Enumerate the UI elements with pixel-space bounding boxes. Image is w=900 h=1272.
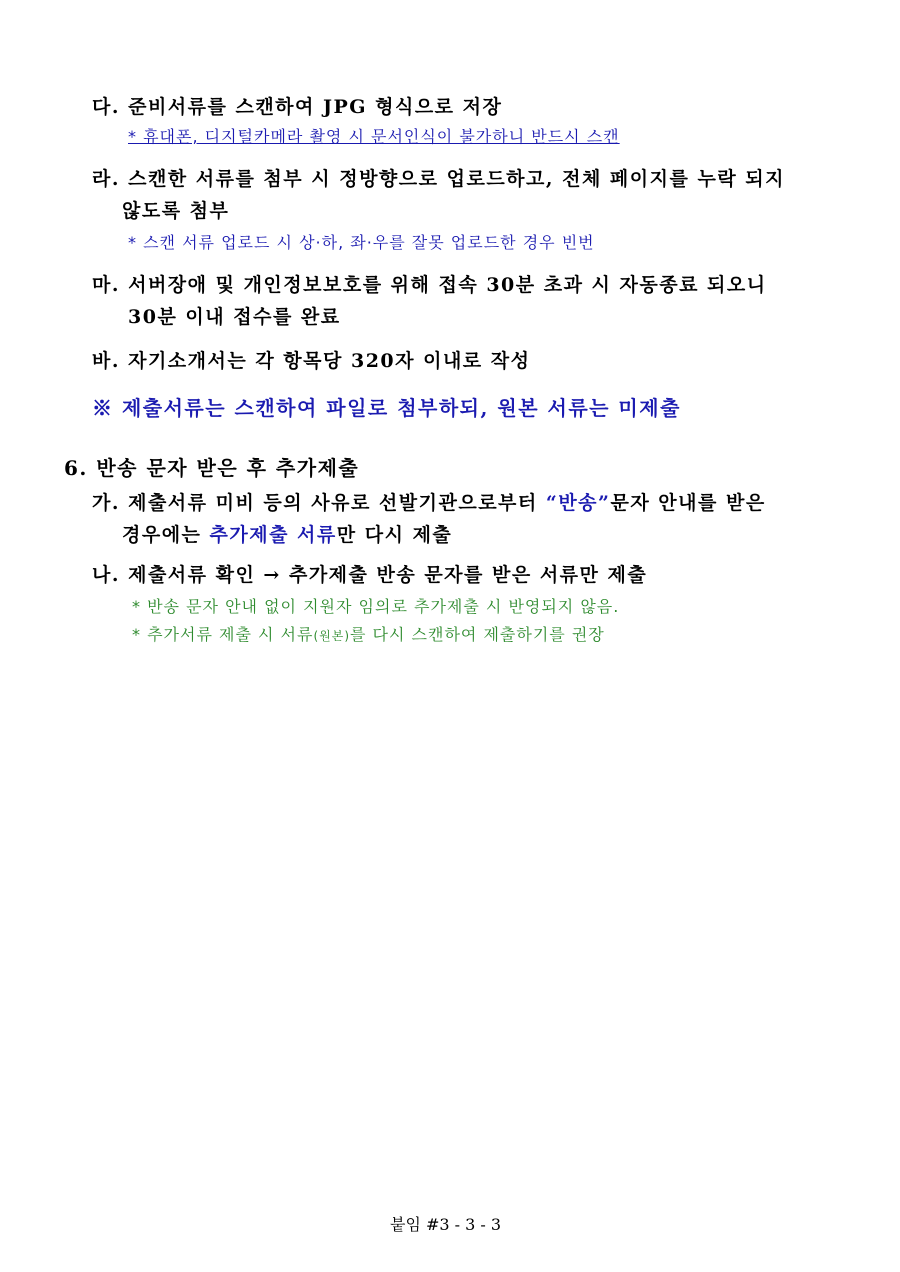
item-ra-line1: 라. 스캔한 서류를 첨부 시 정방향으로 업로드하고, 전체 페이지를 누락 되지 xyxy=(92,168,785,190)
note-na-1: * 반송 문자 안내 없이 지원자 임의로 추가제출 시 반영되지 않음. xyxy=(132,597,620,616)
note-na-2-pre: * 추가서류 제출 시 서류 xyxy=(132,625,314,644)
item-ra-line2: 않도록 첨부 xyxy=(122,200,230,222)
note-na-2 xyxy=(132,622,605,645)
item-ga-line1-pre: 가. 제출서류 미비 등의 사유로 선발기관으로부터 xyxy=(92,492,546,514)
item-ma-line1: 마. 서버장애 및 개인정보보호를 위해 접속 30분 초과 시 자동종료 되오니 xyxy=(92,274,767,296)
warning-notice: ※ 제출서류는 스캔하여 파일로 첨부하되, 원본 서류는 미제출 xyxy=(92,396,681,420)
item-ga-line2-pre: 경우에는 xyxy=(122,524,210,546)
item-ga-line2-post: 만 다시 제출 xyxy=(336,524,453,546)
note-da: * 휴대폰, 디지털카메라 촬영 시 문서인식이 불가하니 반드시 스캔 xyxy=(128,127,620,146)
item-ga-line1 xyxy=(92,488,766,515)
item-na: 나. 제출서류 확인 → 추가제출 반송 문자를 받은 서류만 제출 xyxy=(92,564,648,586)
item-ga-highlight-docs: 추가제출 서류 xyxy=(209,524,337,546)
item-ma-line2: 30분 이내 접수를 완료 xyxy=(128,306,341,328)
item-da: 다. 준비서류를 스캔하여 JPG 형식으로 저장 xyxy=(92,96,503,118)
page-footer: 붙임 #3 - 3 - 3 xyxy=(390,1215,502,1234)
note-na-2-small: (원본) xyxy=(313,629,351,643)
note-ra: * 스캔 서류 업로드 시 상·하, 좌·우를 잘못 업로드한 경우 빈번 xyxy=(128,233,595,252)
item-ga-highlight-return: “반송” xyxy=(545,492,611,514)
item-ga-line2 xyxy=(122,520,452,547)
section-6-title: 6. 반송 문자 받은 후 추가제출 xyxy=(64,456,360,480)
item-ba: 바. 자기소개서는 각 항목당 320자 이내로 작성 xyxy=(92,350,531,372)
note-na-2-post: 를 다시 스캔하여 제출하기를 권장 xyxy=(350,625,605,644)
item-ga-line1-post: 문자 안내를 받은 xyxy=(610,492,766,514)
